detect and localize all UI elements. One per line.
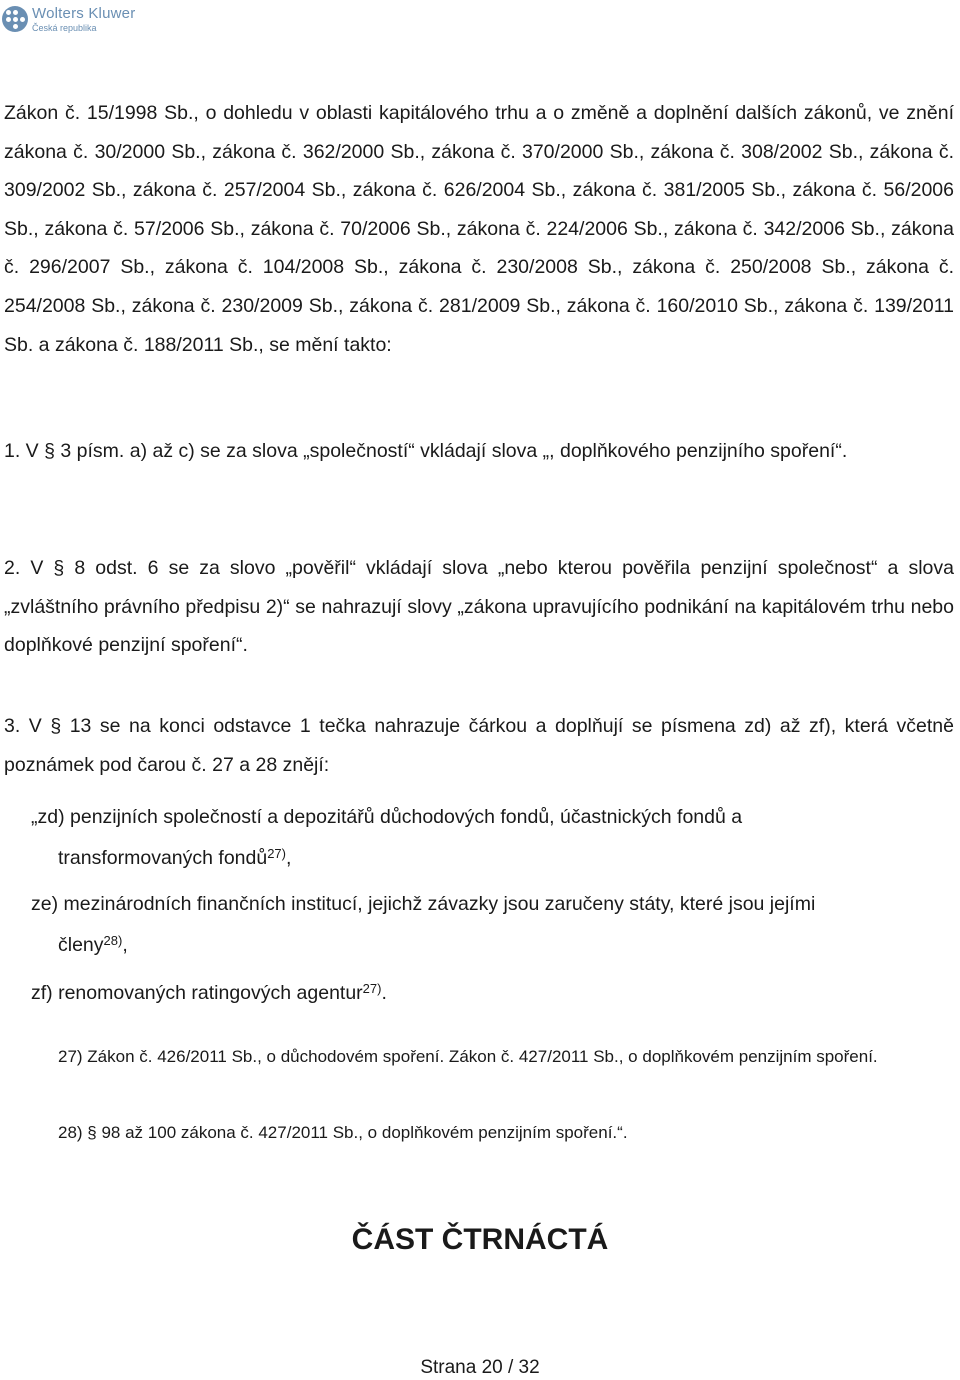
intro-paragraph: Zákon č. 15/1998 Sb., o dohledu v oblasti kapitálového trhu a o změně a doplnění dalších zákonů, ve znění zákona č. 30/2000 Sb., zákona č. 362/2000 Sb., zákona č. 370/2000 Sb., zákona č. 308/2002 Sb., zákona č. 309/2002 Sb., zákona č. 257/2004 Sb., zákona č. 626/2004 Sb., zákona č. 381/2005 Sb., zákona č. 56/2006 Sb., zákona č. 57/2006 Sb., zákona č. 70/2006 Sb., zákona č. 224/2006 Sb., zákona č. 342/2006 Sb., zákona č. 296/2007 Sb., zákona č. 104/2008 Sb., zákona č. 230/2008 Sb., zákona č. 250/2008 Sb., zákona č. 254/2008 Sb., zákona č. 230/2009 Sb., zákona č. 281/2009 Sb., zákona č. 160/2010 Sb., zákona č. 139/2011 Sb. a zákona č. 188/2011 Sb., se mění takto: bbox=[4, 102, 954, 356]
amendment-point-3: 3. V § 13 se na konci odstavce 1 tečka nahrazuje čárkou a doplňují se písmena zd) až zf), která včetně poznámek pod čarou č. 27 a 28 znějí: bbox=[4, 715, 954, 776]
footnote-ref-27[interactable]: 27) bbox=[267, 846, 286, 861]
footnote-ref-27[interactable]: 27) bbox=[362, 981, 382, 996]
item-zf-text: zf) renomovaných ratingových agentur bbox=[31, 982, 363, 1004]
brand-name: Wolters Kluwer bbox=[32, 4, 136, 22]
wolters-kluwer-logo-icon bbox=[2, 6, 28, 32]
item-zd-line1: „zd) penzijních společností a depozitářů důchodových fondů, účastnických fondů a bbox=[31, 806, 743, 828]
section-heading: ČÁST ČTRNÁCTÁ bbox=[351, 1223, 609, 1256]
amendment-point-2: 2. V § 8 odst. 6 se za slovo „pověřil“ vkládají slova „nebo kterou pověřila penzijní společnost“ a slova „zvláštního právního předpisu 2)“ se nahrazují slovy „zákona upravujícího podnikání na kapitálovém trhu nebo doplňkové penzijní spoření“. bbox=[4, 557, 954, 657]
item-zd-line2: transformovaných fondů bbox=[58, 847, 268, 869]
amendment-point-1: 1. V § 3 písm. a) až c) se za slova „společností“ vkládají slova „, doplňkového penzijního spoření“. bbox=[4, 440, 848, 462]
letter-item-zf: zf) renomovaných ratingových agentur$^{27)}$. bbox=[31, 981, 387, 1004]
page-number: Strana 20 / 32 bbox=[420, 1357, 540, 1378]
footnote-28: 28) § 98 až 100 zákona č. 427/2011 Sb., o doplňkovém penzijním spoření.“. bbox=[58, 1123, 628, 1142]
letter-item-zd: „zd) penzijních společností a depozitářů důchodových fondů, účastnických fondů a transformovaných fondů$^{27)}$, bbox=[31, 806, 743, 869]
item-ze-line1: ze) mezinárodních finančních institucí, jejichž závazky jsou zaručeny státy, které jsou jejími bbox=[31, 893, 816, 915]
footnote-27: 27) Zákon č. 426/2011 Sb., o důchodovém spoření. Zákon č. 427/2011 Sb., o doplňkovém penzijním spoření. bbox=[58, 1047, 878, 1066]
footnote-ref-28[interactable]: 28) bbox=[103, 933, 123, 948]
brand-region: Česká republika bbox=[32, 22, 97, 33]
item-ze-line2: členy bbox=[58, 934, 104, 956]
letter-item-ze: ze) mezinárodních finančních institucí, jejichž závazky jsou zaručeny státy, které jsou jejími členy$^{28)}$, bbox=[31, 893, 816, 956]
publisher-logo bbox=[2, 2, 135, 36]
